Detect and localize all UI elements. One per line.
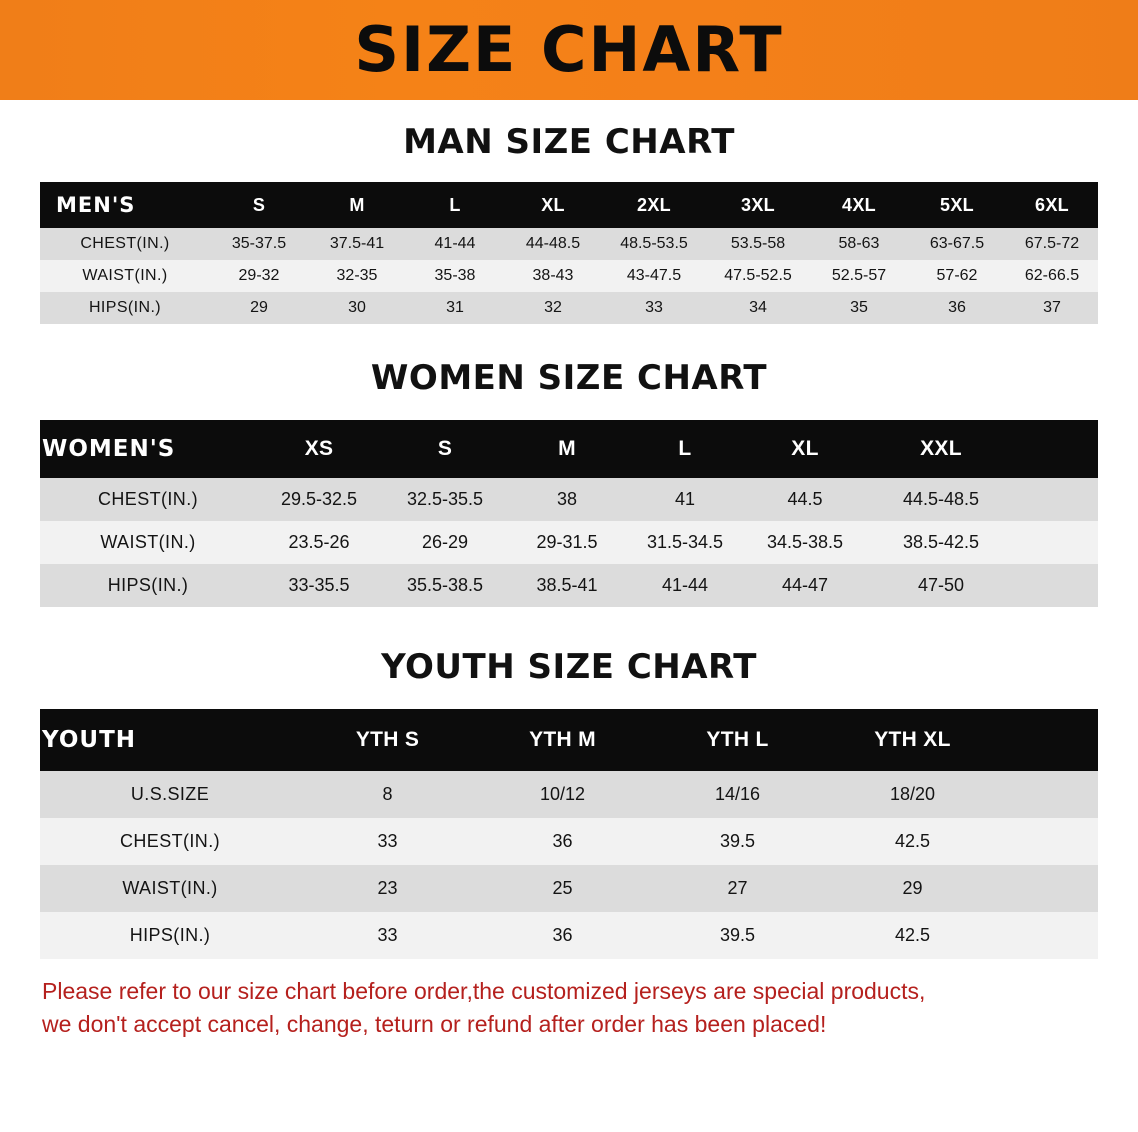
youth-header-label: YOUTH xyxy=(42,727,137,753)
youth-header-cell: YTH M xyxy=(529,728,596,751)
men-header-cell: 4XL xyxy=(842,194,876,215)
table-row xyxy=(40,564,1098,607)
women-cell: 38.5-42.5 xyxy=(866,521,1016,564)
women-header-cell: S xyxy=(437,437,453,460)
table-row xyxy=(40,771,1098,818)
men-cell: 37 xyxy=(1006,292,1098,324)
table-row xyxy=(40,292,1098,324)
youth-size-table xyxy=(40,709,1098,959)
men-cell: 53.5-58 xyxy=(706,228,810,260)
table-row xyxy=(40,228,1098,260)
women-cell: 34.5-38.5 xyxy=(744,521,866,564)
men-cell: 43-47.5 xyxy=(602,260,706,292)
women-header-spacer xyxy=(1016,420,1098,478)
youth-header-cell: YTH S xyxy=(355,728,420,751)
youth-cell: 10/12 xyxy=(475,771,650,818)
women-header-cell: XL xyxy=(791,437,819,460)
youth-cell: 33 xyxy=(300,912,475,959)
men-row-label: HIPS(IN.) xyxy=(40,292,210,324)
women-cell: 44-47 xyxy=(744,564,866,607)
disclaimer-note xyxy=(42,975,1096,1042)
men-cell: 38-43 xyxy=(504,260,602,292)
men-cell: 62-66.5 xyxy=(1006,260,1098,292)
men-cell: 63-67.5 xyxy=(908,228,1006,260)
men-header-cell: 3XL xyxy=(741,194,775,215)
women-cell: 38 xyxy=(508,478,626,521)
women-header-cell: L xyxy=(678,437,692,460)
men-cell: 35 xyxy=(810,292,908,324)
youth-cell-spacer xyxy=(1000,771,1098,818)
men-cell: 37.5-41 xyxy=(308,228,406,260)
men-cell: 67.5-72 xyxy=(1006,228,1098,260)
women-cell: 41-44 xyxy=(626,564,744,607)
youth-header-row xyxy=(40,709,1098,771)
men-cell: 35-37.5 xyxy=(210,228,308,260)
man-table-wrapper xyxy=(40,182,1098,324)
men-header-cell: S xyxy=(252,194,266,215)
table-row xyxy=(40,521,1098,564)
youth-cell-spacer xyxy=(1000,865,1098,912)
women-cell: 29.5-32.5 xyxy=(256,478,382,521)
women-cell-spacer xyxy=(1016,521,1098,564)
women-cell: 44.5-48.5 xyxy=(866,478,1016,521)
men-cell: 47.5-52.5 xyxy=(706,260,810,292)
men-header-cell: XL xyxy=(541,194,565,215)
youth-cell-spacer xyxy=(1000,818,1098,865)
men-cell: 31 xyxy=(406,292,504,324)
women-cell: 47-50 xyxy=(866,564,1016,607)
women-cell: 33-35.5 xyxy=(256,564,382,607)
women-header-cell: XXL xyxy=(920,437,962,460)
youth-header-spacer xyxy=(1000,709,1098,771)
men-header-label: MEN'S xyxy=(56,193,136,217)
youth-row-label: CHEST(IN.) xyxy=(40,818,300,865)
women-header-row xyxy=(40,420,1098,478)
youth-section-title: YOUTH SIZE CHART xyxy=(381,647,757,687)
men-cell: 41-44 xyxy=(406,228,504,260)
men-header-cell: 2XL xyxy=(637,194,671,215)
women-cell: 41 xyxy=(626,478,744,521)
women-cell: 32.5-35.5 xyxy=(382,478,508,521)
women-header-cell: XS xyxy=(304,437,334,460)
women-row-label: WAIST(IN.) xyxy=(40,521,256,564)
youth-cell-spacer xyxy=(1000,912,1098,959)
men-cell: 29 xyxy=(210,292,308,324)
men-cell: 32 xyxy=(504,292,602,324)
youth-cell: 36 xyxy=(475,912,650,959)
youth-cell: 42.5 xyxy=(825,912,1000,959)
women-cell: 31.5-34.5 xyxy=(626,521,744,564)
men-size-table xyxy=(40,182,1098,324)
table-row xyxy=(40,912,1098,959)
youth-cell: 18/20 xyxy=(825,771,1000,818)
men-cell: 32-35 xyxy=(308,260,406,292)
youth-table-wrapper xyxy=(40,709,1098,959)
women-row-label: HIPS(IN.) xyxy=(40,564,256,607)
men-cell: 35-38 xyxy=(406,260,504,292)
women-cell: 23.5-26 xyxy=(256,521,382,564)
disclaimer-line-2: we don't accept cancel, change, teturn or refund after order has been placed! xyxy=(42,1011,827,1038)
youth-row-label: U.S.SIZE xyxy=(40,771,300,818)
page-banner xyxy=(0,0,1138,100)
women-cell: 44.5 xyxy=(744,478,866,521)
men-cell: 48.5-53.5 xyxy=(602,228,706,260)
men-header-cell: 5XL xyxy=(940,194,974,215)
youth-header-cell: YTH L xyxy=(706,728,769,751)
women-row-label: CHEST(IN.) xyxy=(40,478,256,521)
women-section-title: WOMEN SIZE CHART xyxy=(370,358,768,398)
men-row-label: WAIST(IN.) xyxy=(40,260,210,292)
men-cell: 58-63 xyxy=(810,228,908,260)
women-cell: 29-31.5 xyxy=(508,521,626,564)
women-cell: 35.5-38.5 xyxy=(382,564,508,607)
youth-cell: 23 xyxy=(300,865,475,912)
women-size-table xyxy=(40,420,1098,607)
youth-cell: 39.5 xyxy=(650,818,825,865)
women-cell: 26-29 xyxy=(382,521,508,564)
man-section-title: MAN SIZE CHART xyxy=(403,122,735,162)
youth-cell: 27 xyxy=(650,865,825,912)
men-header-cell: L xyxy=(449,194,461,215)
youth-cell: 36 xyxy=(475,818,650,865)
men-cell: 34 xyxy=(706,292,810,324)
youth-cell: 33 xyxy=(300,818,475,865)
men-row-label: CHEST(IN.) xyxy=(40,228,210,260)
men-cell: 29-32 xyxy=(210,260,308,292)
men-header-cell: M xyxy=(349,194,365,215)
youth-cell: 14/16 xyxy=(650,771,825,818)
women-header-cell: M xyxy=(558,437,576,460)
disclaimer-line-1: Please refer to our size chart before order,the customized jerseys are special products, xyxy=(42,978,926,1004)
women-cell-spacer xyxy=(1016,564,1098,607)
youth-row-label: HIPS(IN.) xyxy=(40,912,300,959)
youth-cell: 25 xyxy=(475,865,650,912)
women-cell: 38.5-41 xyxy=(508,564,626,607)
youth-row-label: WAIST(IN.) xyxy=(40,865,300,912)
table-row xyxy=(40,478,1098,521)
page-title: SIZE CHART xyxy=(354,13,784,86)
youth-cell: 39.5 xyxy=(650,912,825,959)
youth-cell: 42.5 xyxy=(825,818,1000,865)
women-table-wrapper xyxy=(40,420,1098,607)
men-header-row xyxy=(40,182,1098,228)
men-cell: 52.5-57 xyxy=(810,260,908,292)
men-cell: 33 xyxy=(602,292,706,324)
table-row xyxy=(40,865,1098,912)
men-cell: 57-62 xyxy=(908,260,1006,292)
men-cell: 36 xyxy=(908,292,1006,324)
women-header-label: WOMEN'S xyxy=(42,436,176,462)
youth-cell: 29 xyxy=(825,865,1000,912)
women-cell-spacer xyxy=(1016,478,1098,521)
table-row xyxy=(40,260,1098,292)
men-cell: 44-48.5 xyxy=(504,228,602,260)
men-header-cell: 6XL xyxy=(1035,194,1069,215)
table-row xyxy=(40,818,1098,865)
youth-header-cell: YTH XL xyxy=(874,728,951,751)
youth-cell: 8 xyxy=(300,771,475,818)
men-cell: 30 xyxy=(308,292,406,324)
